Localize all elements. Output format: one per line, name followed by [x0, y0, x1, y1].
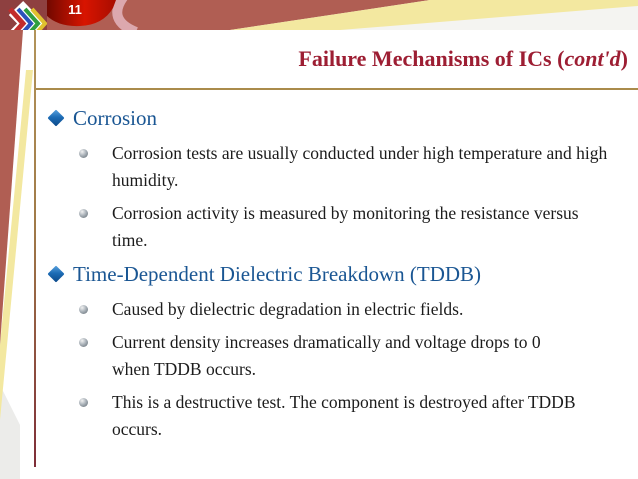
- ball-bullet-icon: [79, 398, 88, 407]
- sub-bullet-text: Corrosion tests are usually conducted under high temperature and high humidity.: [112, 143, 608, 190]
- top-banner-art: [0, 0, 638, 30]
- sub-bullet-text: Caused by dielectric degradation in electric fields.: [112, 299, 464, 319]
- sub-bullet-text: Corrosion activity is measured by monitoring the resistance versus time.: [112, 203, 579, 250]
- section-heading-label: Time-Dependent Dielectric Breakdown (TDDB): [73, 262, 482, 286]
- sub-bullet-item: [79, 389, 630, 443]
- slide-title: [36, 30, 638, 74]
- section-heading-corrosion: [50, 104, 630, 132]
- ball-bullet-icon: [79, 338, 88, 347]
- sub-bullet-item: [79, 296, 630, 323]
- ball-bullet-icon: [79, 305, 88, 314]
- slide-content: [36, 30, 638, 479]
- sub-bullet-text: This is a destructive test. The component is destroyed after TDDB occurs.: [112, 392, 576, 439]
- left-decoration: [0, 30, 36, 479]
- sub-bullet-item: [79, 140, 630, 194]
- title-close-paren: ): [620, 46, 628, 71]
- bullet-list: [36, 90, 638, 443]
- sub-bullet-item: [79, 329, 630, 383]
- diamond-bullet-icon: [48, 266, 65, 283]
- ball-bullet-icon: [79, 209, 88, 218]
- diamond-bullet-icon: [48, 110, 65, 127]
- sub-bullet-item: [79, 200, 630, 254]
- section-heading-label: Corrosion: [73, 106, 157, 130]
- sub-bullet-text: Current density increases dramatically and voltage drops to 0 when TDDB occurs.: [112, 332, 541, 379]
- ball-bullet-icon: [79, 149, 88, 158]
- title-italic-text: cont'd: [564, 46, 621, 71]
- title-text: Failure Mechanisms of ICs (: [298, 46, 565, 71]
- section-heading-tddb: [50, 260, 630, 288]
- top-banner: [0, 0, 638, 30]
- slide-number-badge: 11: [68, 2, 82, 17]
